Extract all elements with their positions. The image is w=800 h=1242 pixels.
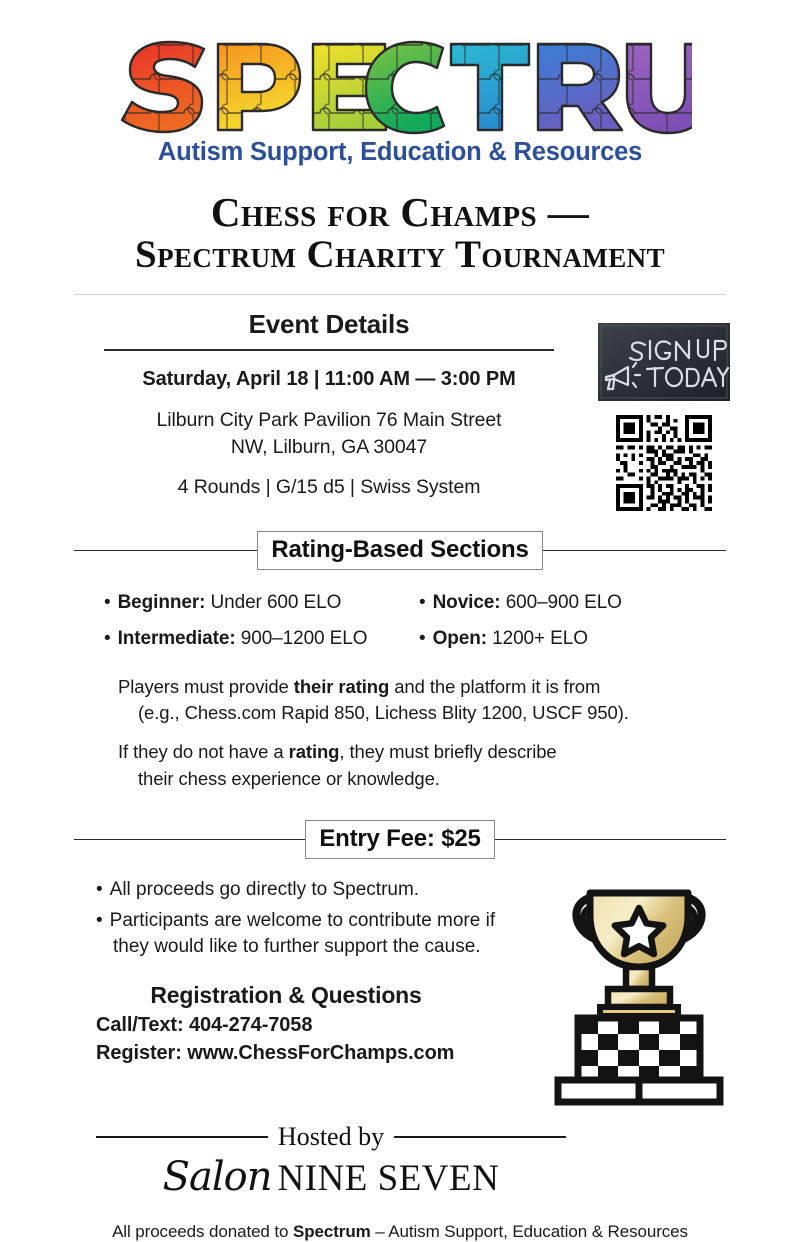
trophy-graphic bbox=[550, 875, 730, 1112]
bullet-icon: • bbox=[96, 910, 103, 932]
note-2-line-2: their chess experience or knowledge. bbox=[138, 767, 440, 789]
entry-fee-heading: Entry Fee: $25 bbox=[305, 820, 494, 859]
rating-note-2 bbox=[118, 739, 800, 792]
logo-tagline: Autism Support, Education & Resources bbox=[157, 138, 643, 166]
entry-fee-section bbox=[0, 820, 800, 1112]
fee-bullet-2 bbox=[96, 908, 550, 959]
registration-heading: Registration & Questions bbox=[150, 981, 422, 1008]
rating-item-intermediate bbox=[104, 628, 419, 650]
divider-line-right bbox=[543, 550, 726, 552]
note-2-part-c: , they must briefly describe bbox=[339, 741, 557, 763]
entry-fee-text bbox=[0, 877, 550, 1065]
registration-website[interactable]: Register: www.ChessForChamps.com bbox=[96, 1041, 455, 1064]
fee-bullet-2-line-1: Participants are welcome to contribute more if bbox=[109, 910, 496, 932]
note-1-bold: their rating bbox=[293, 675, 390, 697]
rating-item-novice bbox=[419, 592, 800, 614]
page-title bbox=[0, 191, 800, 276]
rating-value: 1200+ ELO bbox=[492, 627, 588, 649]
entry-fee-divider bbox=[74, 820, 726, 859]
rating-sections-heading: Rating-Based Sections bbox=[257, 531, 542, 570]
divider-line-right bbox=[495, 839, 726, 841]
divider-line-left bbox=[74, 550, 257, 552]
registration-section bbox=[96, 982, 550, 1065]
rating-item-open bbox=[419, 628, 800, 650]
footer-prefix: All proceeds donated to bbox=[112, 1221, 294, 1241]
rating-sections-list bbox=[104, 592, 800, 650]
divider-line-left bbox=[96, 1136, 268, 1138]
fee-bullet-2-line-2: they would like to further support the cause. bbox=[113, 936, 481, 958]
rating-label: Intermediate: bbox=[117, 627, 236, 649]
sign-up-today-chalkboard-icon bbox=[598, 323, 730, 401]
trophy-icon bbox=[550, 875, 728, 1107]
footer-brand: Spectrum bbox=[293, 1221, 371, 1241]
hosted-by-section bbox=[0, 1122, 566, 1200]
fee-bullet-1 bbox=[96, 877, 550, 903]
divider-line-left bbox=[74, 839, 305, 841]
footer-suffix: – Autism Support, Education & Resources bbox=[370, 1221, 688, 1241]
event-details-underline bbox=[104, 349, 554, 351]
bullet-icon: • bbox=[419, 627, 426, 649]
divider-line-right bbox=[394, 1136, 566, 1138]
event-details-text bbox=[70, 309, 598, 499]
rating-requirements-notes bbox=[118, 674, 800, 792]
signup-graphics bbox=[598, 309, 730, 511]
registration-phone[interactable]: Call/Text: 404-274-7058 bbox=[96, 1013, 313, 1036]
rating-sections-divider bbox=[74, 531, 726, 570]
note-2-bold: rating bbox=[288, 741, 340, 763]
spectrum-logo bbox=[0, 0, 800, 167]
hosted-by-divider bbox=[96, 1122, 566, 1152]
fee-bullet-1-text: All proceeds go directly to Spectrum. bbox=[109, 878, 420, 900]
entry-fee-body bbox=[0, 877, 800, 1112]
rating-label: Novice: bbox=[432, 591, 501, 613]
rating-label: Open: bbox=[432, 627, 487, 649]
bullet-icon: • bbox=[104, 591, 111, 613]
rating-value: 900–1200 ELO bbox=[240, 627, 368, 649]
event-format: 4 Rounds | G/15 d5 | Swiss System bbox=[177, 475, 481, 498]
footer-note bbox=[0, 1222, 800, 1242]
bullet-icon: • bbox=[96, 878, 103, 900]
event-details-section bbox=[0, 309, 800, 511]
entry-fee-bullets bbox=[96, 877, 550, 960]
rating-item-beginner bbox=[104, 592, 419, 614]
qr-code-icon[interactable] bbox=[616, 415, 712, 511]
bullet-icon: • bbox=[104, 627, 111, 649]
spectrum-wordmark-icon bbox=[108, 28, 692, 136]
note-2-part-a: If they do not have a bbox=[118, 741, 289, 763]
rating-value: 600–900 ELO bbox=[505, 591, 622, 613]
note-1-examples: (e.g., Chess.com Rapid 850, Lichess Blity 1200, USCF 950). bbox=[138, 702, 629, 724]
event-datetime: Saturday, April 18 | 11:00 AM — 3:00 PM bbox=[142, 367, 516, 390]
title-line-2: Spectrum Charity Tournament bbox=[135, 233, 665, 277]
rating-value: Under 600 ELO bbox=[210, 591, 342, 613]
event-address-line-1: Lilburn City Park Pavilion 76 Main Street bbox=[156, 408, 502, 431]
host-name-script: Salon bbox=[162, 1153, 272, 1200]
host-name-caps: NINE SEVEN bbox=[277, 1157, 500, 1199]
event-address bbox=[70, 407, 588, 461]
rating-label: Beginner: bbox=[117, 591, 206, 613]
host-name bbox=[96, 1154, 566, 1200]
event-address-line-2: NW, Lilburn, GA 30047 bbox=[230, 435, 428, 458]
rating-note-1 bbox=[118, 674, 800, 727]
title-line-1: Chess for Champs — bbox=[210, 189, 590, 235]
note-1-part-a: Players must provide bbox=[118, 675, 294, 697]
title-divider bbox=[74, 294, 726, 295]
note-1-part-c: and the platform it is from bbox=[389, 675, 601, 697]
bullet-icon: • bbox=[419, 591, 426, 613]
hosted-by-label: Hosted by bbox=[277, 1121, 385, 1151]
event-details-heading: Event Details bbox=[248, 308, 410, 339]
